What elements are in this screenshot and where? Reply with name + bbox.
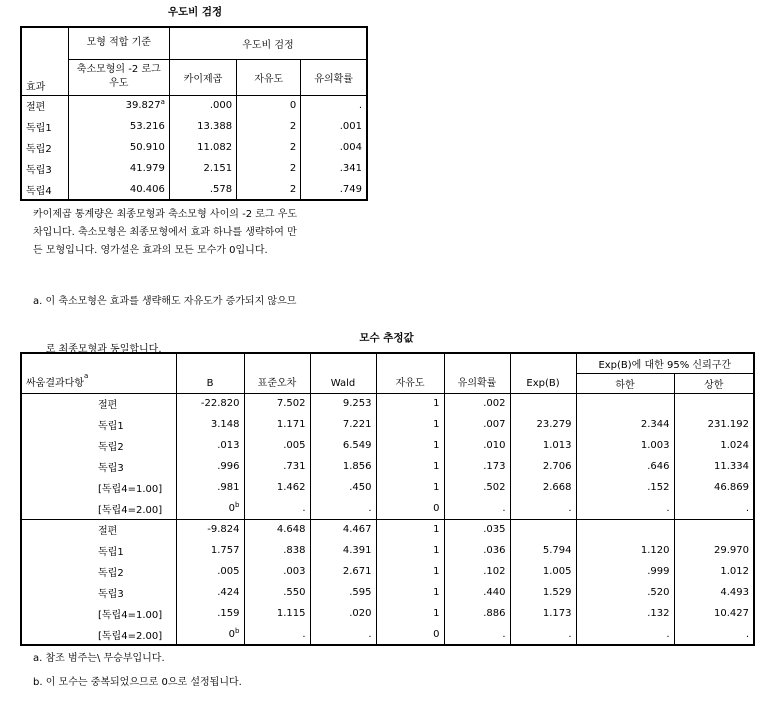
lrt-sig: .: [358, 100, 362, 112]
params-hi: [674, 519, 754, 540]
params-wald: 6.549: [310, 435, 376, 456]
params-lo: 2.344: [576, 414, 674, 435]
params-exp: 2.706: [510, 456, 576, 477]
params-sig: .010: [444, 435, 510, 456]
lrt-df: 2: [237, 158, 301, 179]
params-param-name: 독립3: [21, 582, 176, 603]
params-sig: .440: [444, 582, 510, 603]
params-exp: 5.794: [510, 540, 576, 561]
lrt-effect: 독립1: [21, 116, 68, 137]
lrt-df: 2: [237, 179, 301, 200]
params-df: 1: [376, 393, 444, 414]
params-b-value: 1.757: [210, 545, 240, 556]
params-sig: .: [444, 498, 510, 519]
params-b: [176, 561, 244, 582]
lrt-ll-value: 50.910: [129, 142, 165, 153]
params-col-wald: Wald: [310, 353, 376, 393]
params-lo: [576, 519, 674, 540]
params-sig: .035: [444, 519, 510, 540]
params-wald: 7.221: [310, 414, 376, 435]
params-b-value: .981: [217, 482, 240, 493]
params-row: [21, 582, 754, 603]
params-sig: .: [444, 624, 510, 645]
lrt-sig: .001: [339, 121, 362, 132]
lrt-note-a-line: 로 최종모형과 동일합니다.: [33, 344, 162, 355]
params-sig: .002: [444, 393, 510, 414]
lrt-df: 2: [237, 116, 301, 137]
params-row: [21, 456, 754, 477]
lrt-effect: 독립2: [21, 137, 68, 158]
params-df: 1: [376, 519, 444, 540]
params-param-name: 독립2: [21, 561, 176, 582]
lrt-row-header: 효과: [21, 27, 68, 95]
lrt-row: [21, 158, 367, 179]
lrt-ll-value: 40.406: [129, 183, 165, 195]
params-note-a: a. 참조 범주는\ 무승부입니다.: [33, 653, 165, 664]
params-col-sig: 유의확률: [444, 353, 510, 393]
params-lo: .999: [576, 561, 674, 582]
params-se: 1.462: [244, 477, 310, 498]
params-col-exp: Exp(B): [510, 353, 576, 393]
params-col-b: B: [176, 353, 244, 393]
lrt-table: [20, 26, 368, 201]
params-se: .: [244, 624, 310, 645]
params-se: 1.171: [244, 414, 310, 435]
lrt-effect: 독립3: [21, 158, 68, 179]
params-col-hi: 상한: [674, 373, 754, 393]
lrt-effect: 독립4: [21, 179, 68, 200]
params-lo: .132: [576, 603, 674, 624]
params-param-name: [독립4=2.00]: [21, 624, 176, 645]
params-wald: .: [310, 624, 376, 645]
params-se: .550: [244, 582, 310, 603]
params-b-value: -9.824: [207, 524, 240, 536]
lrt-col-df: 자유도: [237, 59, 301, 95]
params-row: [21, 498, 754, 519]
params-b: [176, 519, 244, 540]
params-b: [176, 414, 244, 435]
params-sig: .036: [444, 540, 510, 561]
params-title: 모수 추정값: [359, 332, 414, 344]
params-df: 1: [376, 561, 444, 582]
lrt-effect: 절편: [21, 95, 68, 116]
params-param-name: [독립4=1.00]: [21, 477, 176, 498]
params-param-name: 절편: [21, 519, 176, 540]
params-exp: 1.173: [510, 603, 576, 624]
params-b-value: .996: [217, 461, 240, 472]
lrt-ll: [68, 158, 169, 179]
params-se: .003: [244, 561, 310, 582]
params-b: [176, 393, 244, 414]
params-exp: 23.279: [510, 414, 576, 435]
lrt-footnote-line: 카이제곱 통계량은 최종모형과 축소모형 사이의 -2 로그 우도: [33, 209, 298, 220]
params-b: [176, 540, 244, 561]
params-col-df: 자유도: [376, 353, 444, 393]
lrt-ll: [68, 95, 169, 116]
params-df: 1: [376, 435, 444, 456]
params-row: [21, 519, 754, 540]
params-b-value: 0: [228, 628, 236, 640]
params-param-name: [독립4=2.00]: [21, 498, 176, 519]
params-lo: 1.120: [576, 540, 674, 561]
params-se: .005: [244, 435, 310, 456]
params-row: [21, 540, 754, 561]
params-df: 0: [376, 624, 444, 645]
params-param-name: 독립1: [21, 540, 176, 561]
params-sig: .502: [444, 477, 510, 498]
params-row: [21, 393, 754, 414]
params-lo: .520: [576, 582, 674, 603]
params-df: 1: [376, 456, 444, 477]
params-lo: .646: [576, 456, 674, 477]
lrt-ll: [68, 179, 169, 200]
lrt-footnote-line: 차입니다. 축소모형은 최종모형에서 효과 하나를 생략하여 만: [33, 227, 297, 238]
params-row-header: [21, 353, 176, 393]
lrt-ll-value: 53.216: [129, 121, 165, 132]
lrt-chi: .578: [169, 179, 236, 200]
lrt-row: [21, 116, 367, 137]
params-ci-group: Exp(B)에 대한 95% 신뢰구간: [576, 353, 754, 373]
params-wald: 1.856: [310, 456, 376, 477]
params-exp: 1.005: [510, 561, 576, 582]
params-lo: [576, 393, 674, 414]
lrt-ll: [68, 116, 169, 137]
lrt-chi: 11.082: [169, 137, 236, 158]
lrt-col-sig: 유의확률: [301, 59, 367, 95]
params-b: [176, 456, 244, 477]
params-row: [21, 603, 754, 624]
params-se: 4.648: [244, 519, 310, 540]
lrt-df: 0: [237, 95, 301, 116]
params-row: [21, 414, 754, 435]
params-param-name: 절편: [21, 393, 176, 414]
lrt-sig: .341: [339, 163, 362, 174]
params-b-sup: b: [235, 626, 240, 635]
params-lo: 1.003: [576, 435, 674, 456]
params-b-value: 0: [228, 502, 236, 514]
params-df: 1: [376, 582, 444, 603]
lrt-group-left: 모형 적합 기준: [68, 27, 169, 59]
params-exp: 1.529: [510, 582, 576, 603]
params-b-value: -22.820: [200, 398, 240, 410]
params-row: [21, 477, 754, 498]
lrt-ll-sup: a: [160, 98, 165, 107]
params-lo: .152: [576, 477, 674, 498]
params-note-b: b. 이 모수는 중복되었으므로 0으로 설정됩니다.: [33, 677, 242, 688]
params-hi: 1.012: [720, 566, 750, 577]
params-exp: .: [510, 498, 576, 519]
params-b-value: .159: [217, 608, 240, 619]
params-lo: .: [576, 624, 674, 645]
params-b: [176, 477, 244, 498]
params-wald: .450: [310, 477, 376, 498]
params-exp: 1.013: [510, 435, 576, 456]
lrt-footnote: [33, 207, 297, 259]
params-se: .: [244, 498, 310, 519]
params-param-name: 독립2: [21, 435, 176, 456]
lrt-row: [21, 179, 367, 200]
params-exp: .: [510, 624, 576, 645]
lrt-group-right: 우도비 검정: [242, 39, 294, 51]
params-b: [176, 603, 244, 624]
params-se: 7.502: [244, 393, 310, 414]
params-b-value: .013: [217, 440, 240, 451]
params-b: [176, 498, 244, 519]
params-b-value: .005: [217, 566, 240, 577]
lrt-sig: .004: [339, 142, 362, 153]
params-b: [176, 624, 244, 645]
params-wald: 4.467: [310, 519, 376, 540]
lrt-footnote-line: 든 모형입니다. 영가설은 효과의 모든 모수가 0입니다.: [33, 245, 268, 256]
params-b: [176, 582, 244, 603]
params-wald: 4.391: [310, 540, 376, 561]
params-exp: [510, 393, 576, 414]
params-hi: 29.970: [714, 545, 750, 556]
params-sig: .007: [444, 414, 510, 435]
params-wald: .020: [310, 603, 376, 624]
params-hi: .: [745, 502, 750, 514]
params-hi: 231.192: [707, 419, 750, 430]
params-sig: .102: [444, 561, 510, 582]
lrt-chi: 13.388: [169, 116, 236, 137]
lrt-col-ll: 축소모형의 -2 로그 우도: [68, 59, 169, 95]
params-row-header-label: 싸움결과다항: [26, 377, 84, 389]
lrt-title: 우도비 검정: [167, 6, 223, 18]
params-hi: 10.427: [714, 608, 750, 619]
lrt-ll-value: 39.827: [125, 100, 161, 112]
lrt-row: [21, 95, 367, 116]
params-col-lo: 하한: [576, 373, 674, 393]
params-wald: .595: [310, 582, 376, 603]
params-se: .731: [244, 456, 310, 477]
params-df: 0: [376, 498, 444, 519]
params-row: [21, 624, 754, 645]
params-se: 1.115: [244, 603, 310, 624]
params-b: [176, 435, 244, 456]
params-hi: 46.869: [714, 482, 750, 493]
params-exp: [510, 519, 576, 540]
params-row-header-sup: a: [83, 371, 89, 380]
lrt-chi: 2.151: [169, 158, 236, 179]
lrt-ll-value: 41.979: [129, 163, 165, 174]
lrt-df: 2: [237, 137, 301, 158]
params-df: 1: [376, 603, 444, 624]
params-lo: .: [576, 498, 674, 519]
params-wald: 2.671: [310, 561, 376, 582]
lrt-ll: [68, 137, 169, 158]
params-b-value: .424: [217, 587, 240, 598]
params-wald: 9.253: [310, 393, 376, 414]
params-row: [21, 435, 754, 456]
params-hi: 1.024: [720, 440, 750, 451]
params-row: [21, 561, 754, 582]
params-param-name: [독립4=1.00]: [21, 603, 176, 624]
params-wald: .: [310, 498, 376, 519]
params-se: .838: [244, 540, 310, 561]
params-hi: 11.334: [714, 461, 750, 472]
params-b-sup: b: [235, 500, 240, 509]
params-hi: [674, 393, 754, 414]
lrt-row: [21, 137, 367, 158]
params-hi: 4.493: [720, 587, 750, 598]
lrt-sig: .749: [339, 183, 362, 195]
params-df: 1: [376, 477, 444, 498]
params-df: 1: [376, 540, 444, 561]
params-hi: .: [745, 628, 750, 640]
lrt-note-a-line: a. 이 축소모형은 효과를 생략해도 자유도가 증가되지 않으므: [33, 296, 297, 307]
params-table: [20, 352, 755, 646]
params-sig: .886: [444, 603, 510, 624]
params-param-name: 독립1: [21, 414, 176, 435]
params-exp: 2.668: [510, 477, 576, 498]
params-df: 1: [376, 414, 444, 435]
params-b-value: 3.148: [210, 419, 240, 430]
lrt-chi: .000: [169, 95, 236, 116]
params-param-name: 독립3: [21, 456, 176, 477]
params-col-se: 표준오차: [244, 353, 310, 393]
lrt-col-chi: 카이제곱: [169, 59, 236, 95]
params-sig: .173: [444, 456, 510, 477]
